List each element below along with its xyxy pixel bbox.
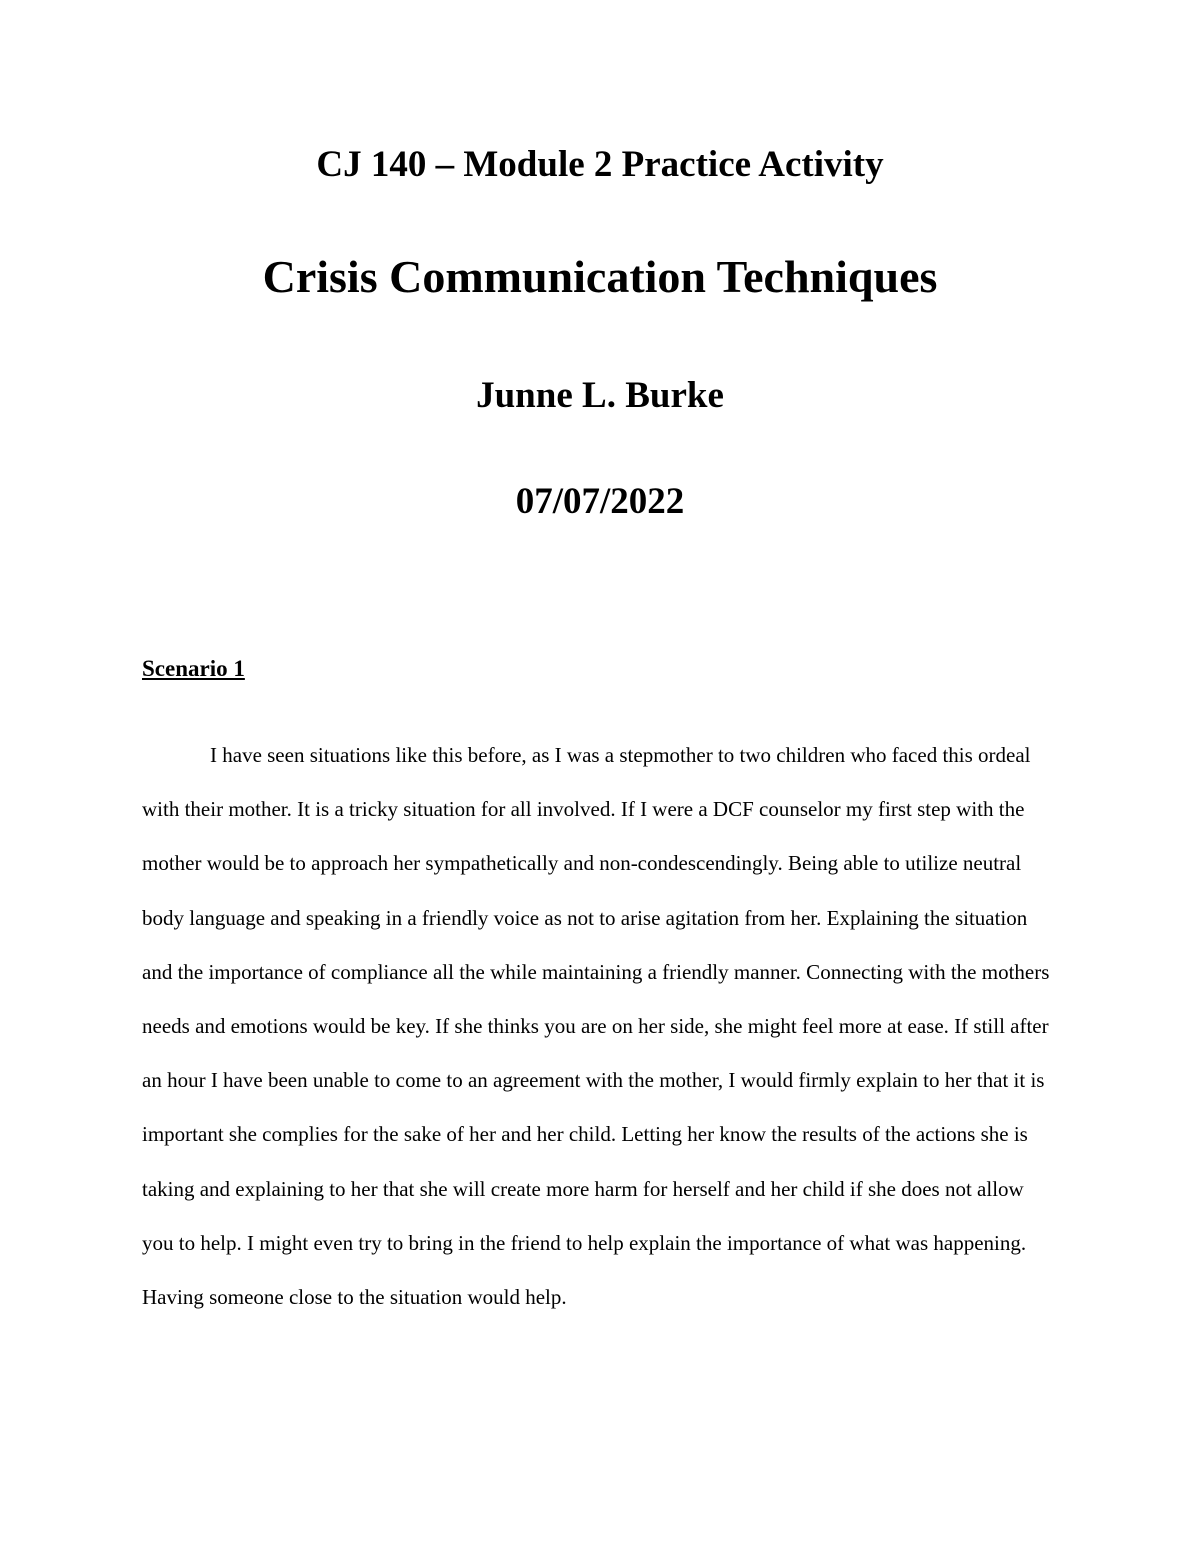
scenario-1-paragraph: I have seen situations like this before, as I was a stepmother to two children who faced this ordeal with their mother. It is a tricky situation for all involved. If I were a DCF counselor my first step with the mother would be to approach her sympathetically and non-condescendingly. Being able to utilize neutral body language and speaking in a friendly voice as not to arise agitation from her. Explaining the situation and the importance of compliance all the while maintaining a friendly manner. Connecting with the mothers needs and emotions would be key. If she thinks you are on her side, she might feel more at ease. If still after an hour I have been unable to come to an agreement with the mother, I would firmly explain to her that it is important she complies for the sake of her and her child. Letting her know the results of the actions she is taking and explaining to her that she will create more harm for herself and her child if she does not allow you to help. I might even try to bring in the friend to help explain the importance of what was happening. Having someone close to the situation would help. [142, 743, 1050, 1310]
section-heading-scenario-1: Scenario 1 [142, 656, 245, 681]
course-title: CJ 140 – Module 2 Practice Activity [316, 144, 884, 185]
document-title: Crisis Communication Techniques [262, 251, 938, 302]
author-name: Junne L. Burke [476, 375, 724, 416]
document-date: 07/07/2022 [515, 481, 685, 522]
